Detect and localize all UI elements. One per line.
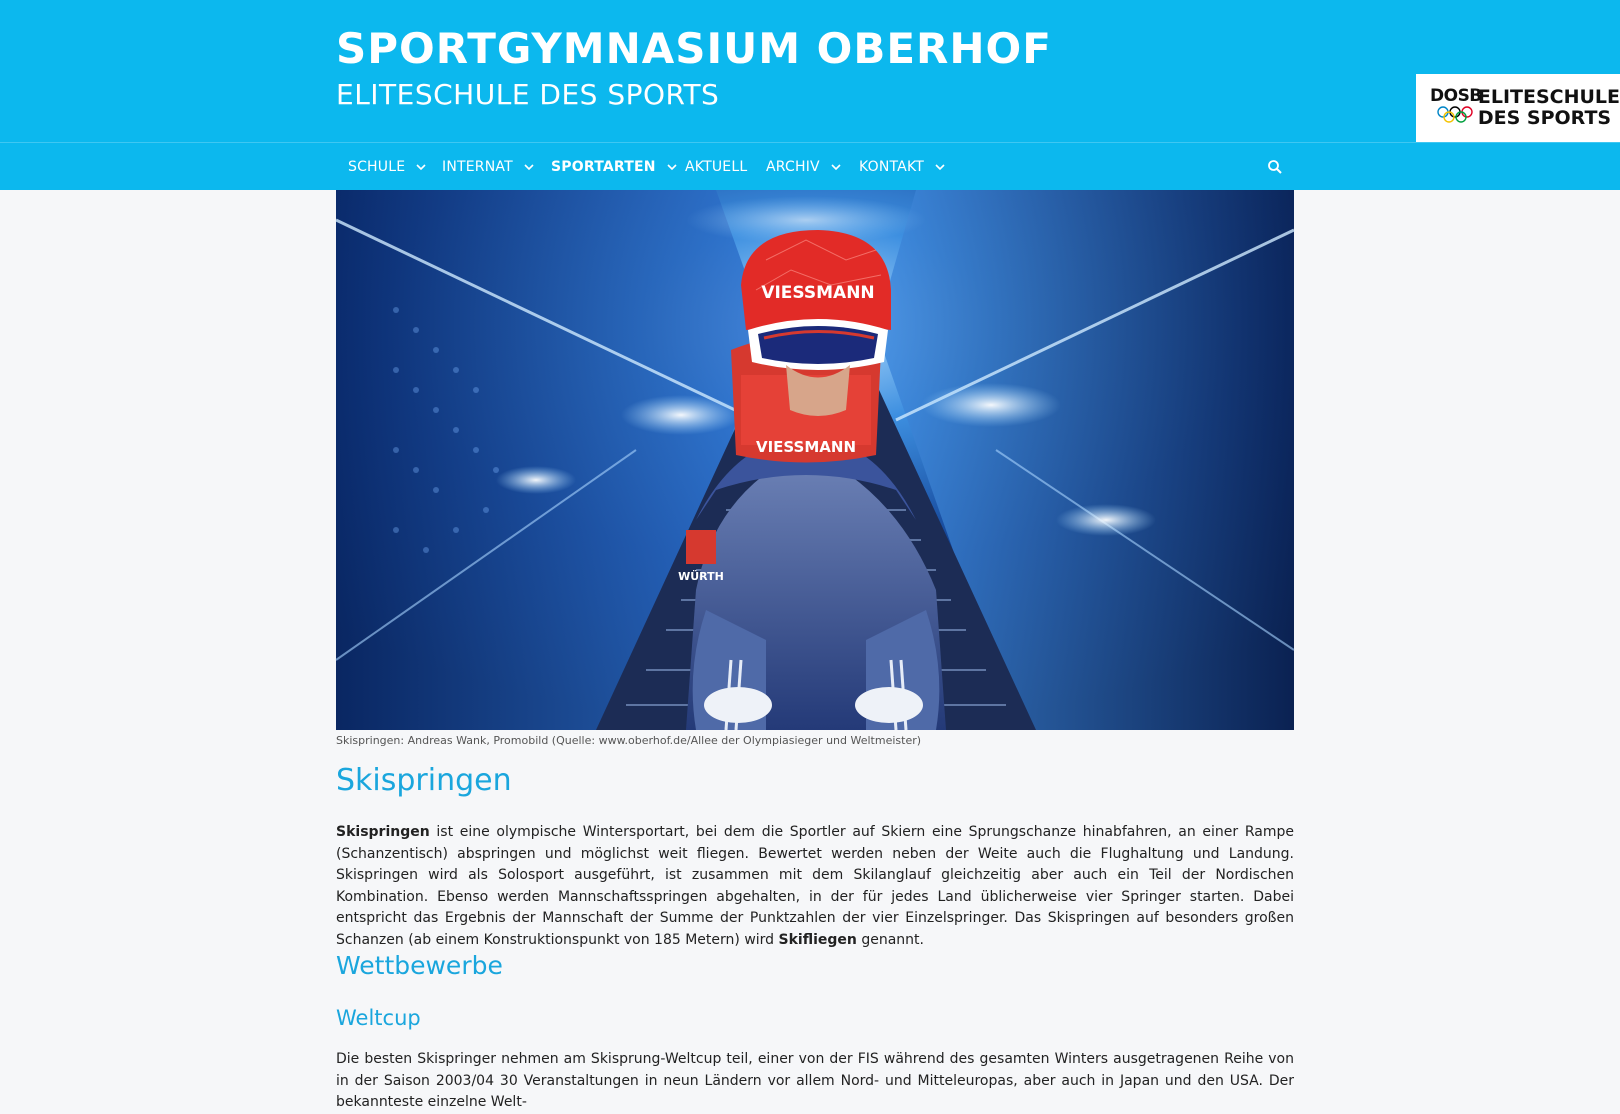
- dosb-eliteschule-logo[interactable]: [1416, 74, 1620, 142]
- chevron-down-icon: [666, 161, 678, 173]
- dosb-text: [1478, 87, 1620, 129]
- main-navigation: [0, 142, 1620, 190]
- nav-item-label: KONTAKT: [859, 159, 924, 175]
- dosb-letters: DOSB: [1430, 86, 1482, 106]
- hero-image: [336, 190, 1294, 730]
- intro-term2: Skifliegen: [778, 931, 857, 948]
- nav-item-label: ARCHIV: [766, 159, 820, 175]
- sponsor-text: WÜRTH: [678, 570, 724, 583]
- section-heading: Wettbewerbe: [336, 951, 503, 980]
- search-icon[interactable]: [1266, 158, 1284, 176]
- bib-text: VIESSMANN: [755, 438, 857, 456]
- site-header: [0, 0, 1620, 142]
- nav-item-aktuell[interactable]: [685, 143, 747, 191]
- nav-item-label: AKTUELL: [685, 159, 748, 175]
- nav-item-schule[interactable]: [348, 143, 427, 191]
- intro-text2: genannt.: [856, 931, 924, 948]
- nav-item-label: SPORTARTEN: [551, 159, 656, 175]
- nav-item-internat[interactable]: [442, 143, 535, 191]
- site-subtitle: ELITESCHULE DES SPORTS: [336, 78, 720, 111]
- nav-item-kontakt[interactable]: [859, 143, 946, 191]
- dosb-text-line2: DES SPORTS: [1477, 107, 1612, 129]
- nav-item-label: SCHULE: [348, 159, 406, 175]
- olympic-rings-icon: [1436, 106, 1476, 124]
- weltcup-paragraph: Die besten Skispringer nehmen am Skisprung-Weltcup teil, einer von der FIS während des gesamten Winters ausgetragenen Reihe von in der Saison 2003/04 30 Veranstaltungen in neun Ländern vor allem Nord- und Mitteleuropas, aber auch in Japan und den USA. Der bekannteste einzelne Welt-: [336, 1051, 1294, 1110]
- nav-item-label: INTERNAT: [442, 159, 513, 175]
- sub-heading: Weltcup: [336, 1006, 421, 1030]
- page-heading: Skispringen: [336, 763, 512, 798]
- chevron-down-icon: [830, 161, 842, 173]
- image-caption: Skispringen: Andreas Wank, Promobild (Quelle: www.oberhof.de/Allee der Olympiasieger und Weltmeister): [336, 734, 922, 747]
- helmet-text: VIESSMANN: [761, 283, 875, 303]
- nav-item-sportarten[interactable]: [551, 143, 678, 191]
- nav-item-archiv[interactable]: [766, 143, 842, 191]
- intro-text1: ist eine olympische Wintersportart, bei dem die Sportler auf Skiern eine Sprungschanze hinabfahren, an einer Rampe (Schanzentisch) abspringen und möglichst weit fliegen. Bewertet werden neben der Weite auch die Flughaltung und Landung. Skispringen wird als Solosport ausgeführt, ist zusammen mit dem Skilanglauf gleichzeitig aber auch ein Teil der Nordischen Kombination. Ebenso werden Mannschaftsspringen abgehalten, in der für jedes Land üblicherweise vier Springer starten. Dabei entspricht das Ergebnis der Mannschaft der Summe der Punktzahlen der vier Einzelspringer. Das Skispringen auf besonders großen Schanzen (ab einem Konstruktionspunkt von 185 Metern) wird: [336, 824, 1294, 948]
- chevron-down-icon: [415, 161, 427, 173]
- intro-term: Skispringen: [336, 824, 430, 840]
- intro-paragraph: [336, 822, 1294, 951]
- site-title[interactable]: SPORTGYMNASIUM OBERHOF: [336, 24, 1052, 73]
- chevron-down-icon: [934, 161, 946, 173]
- ski-jumper-photo: [336, 190, 1294, 730]
- chevron-down-icon: [523, 161, 535, 173]
- dosb-mark: [1430, 86, 1482, 130]
- dosb-text-line1: ELITESCHULE: [1477, 86, 1620, 108]
